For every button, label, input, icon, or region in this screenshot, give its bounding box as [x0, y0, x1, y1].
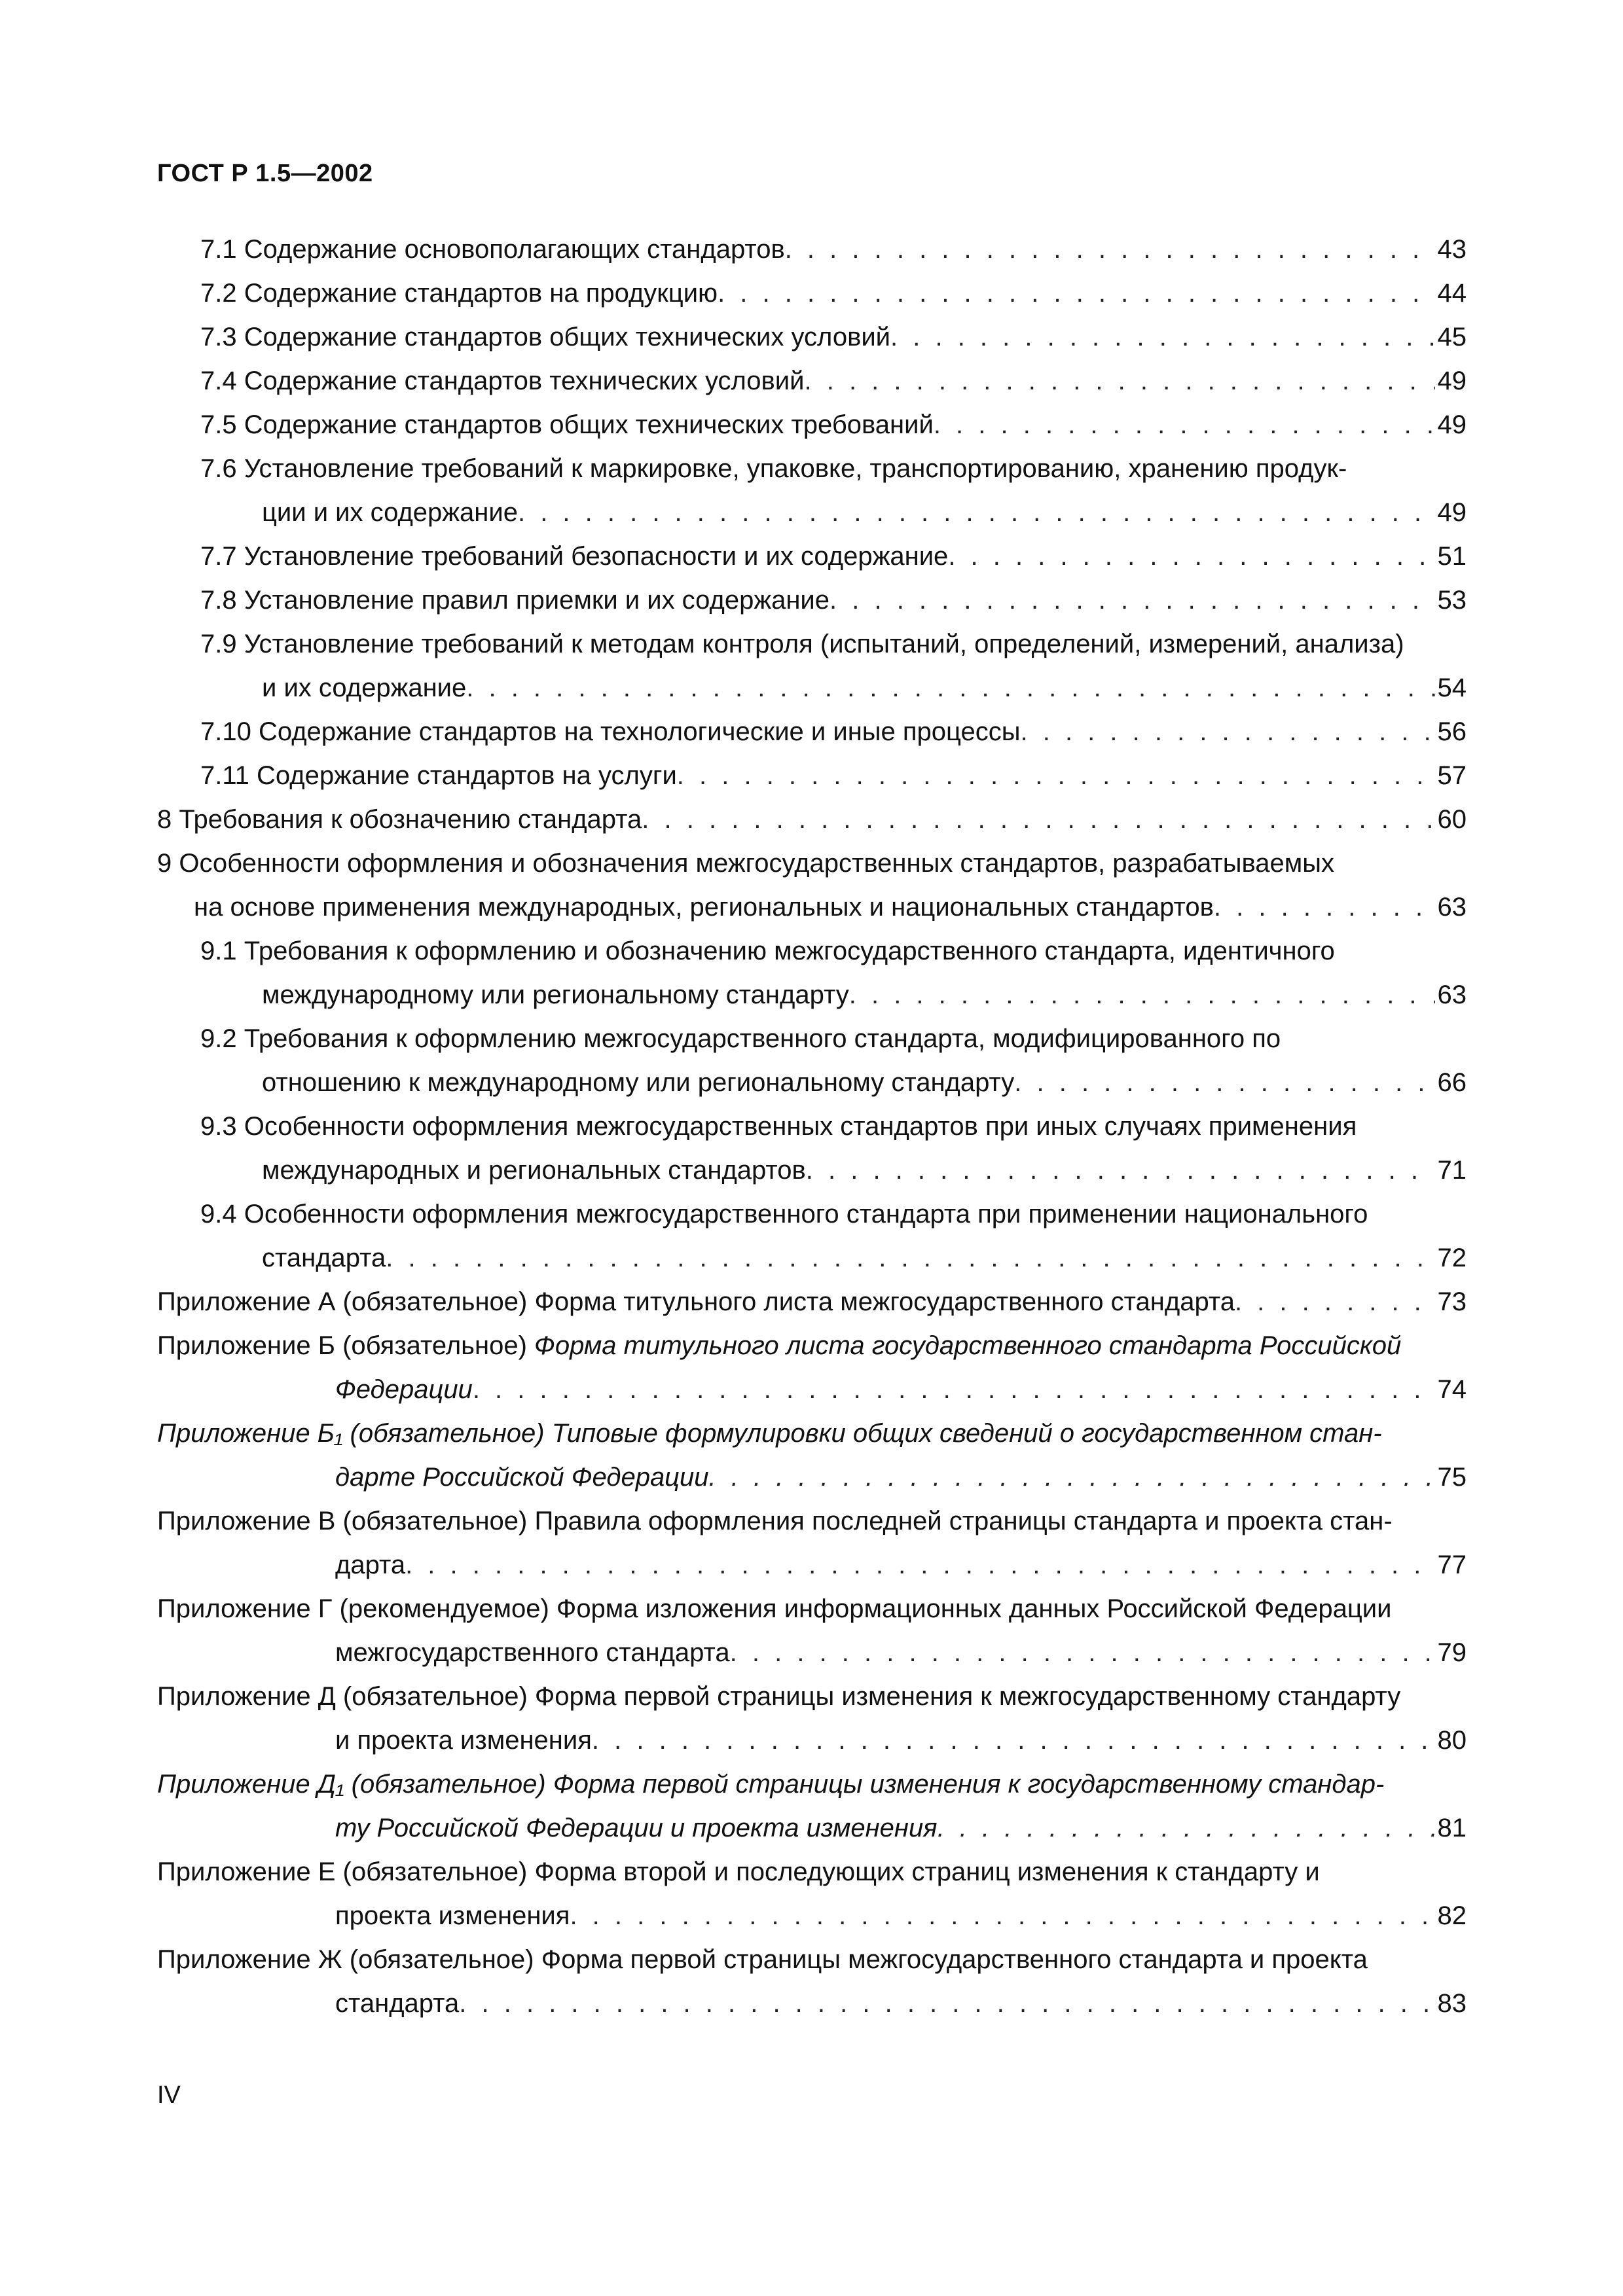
- toc-page-number: 71: [1437, 1156, 1467, 1185]
- toc-entry[interactable]: [157, 1017, 1467, 1105]
- toc-entry-title: и проекта изменения: [335, 1726, 592, 1755]
- toc-entry-lastline: [157, 1631, 1467, 1675]
- toc-leader-dots: [677, 754, 1435, 798]
- toc-entry-title: ции и их содержание: [262, 498, 518, 527]
- toc-leader-dots: [1014, 1061, 1434, 1105]
- toc-entry[interactable]: [157, 710, 1467, 754]
- toc-entry-lastline: [157, 1543, 1467, 1587]
- toc-entry-lastline: [157, 1719, 1467, 1763]
- toc-leader-dots: [473, 1368, 1435, 1412]
- toc-entry[interactable]: [157, 754, 1467, 798]
- toc-entry[interactable]: [157, 842, 1467, 929]
- toc-entry-title: 7.2 Содержание стандартов на продукцию: [200, 279, 718, 308]
- toc-entry-lastline: [157, 1280, 1467, 1324]
- toc-leader-dots: [938, 1806, 1435, 1850]
- toc-entry-line: Приложение Е (обязательное) Форма второй и последующих страниц изменения к стандарту и: [157, 1857, 1320, 1886]
- toc-page-number: 53: [1437, 586, 1467, 615]
- toc-leader-dots: [642, 798, 1434, 842]
- toc-page-number: 79: [1437, 1638, 1467, 1667]
- toc-leader-dots: [718, 272, 1434, 315]
- toc-entry[interactable]: [157, 1938, 1467, 2026]
- toc-page-number: 60: [1437, 805, 1467, 834]
- toc-entry-title: 7.5 Содержание стандартов общих технических требований: [200, 410, 934, 439]
- toc-leader-dots: [466, 666, 1434, 710]
- toc-entry-lastline: [157, 710, 1467, 754]
- toc-page-number: 77: [1437, 1551, 1467, 1579]
- toc-entry[interactable]: [157, 1499, 1467, 1587]
- toc-page-number: 49: [1437, 410, 1467, 439]
- toc-entry-lastline: [157, 973, 1467, 1017]
- toc-entry[interactable]: [157, 929, 1467, 1017]
- toc-page-number: 80: [1437, 1726, 1467, 1755]
- toc-page-number: 63: [1437, 893, 1467, 922]
- toc-leader-dots: [386, 1236, 1434, 1280]
- toc-leader-dots: [1235, 1280, 1435, 1324]
- toc-entry-line: 7.9 Установление требований к методам контроля (испытаний, определений, измерений, анализа): [200, 630, 1404, 658]
- toc-entry-title: 7.3 Содержание стандартов общих технических условий: [200, 323, 891, 351]
- toc-entry-line: 7.6 Установление требований к маркировке, упаковке, транспортированию, хранению продук-: [200, 454, 1347, 483]
- toc-entry[interactable]: [157, 359, 1467, 403]
- toc-entry[interactable]: [157, 1193, 1467, 1280]
- toc-entry[interactable]: [157, 315, 1467, 359]
- toc-entry-title: отношению к международному или региональному стандарту: [262, 1068, 1015, 1097]
- toc-entry-lastline: [157, 666, 1467, 710]
- toc-entry-title: на основе применения международных, региональных и национальных стандартов: [194, 893, 1214, 922]
- toc-entry[interactable]: [157, 1324, 1467, 1412]
- toc-entry[interactable]: [157, 535, 1467, 579]
- toc-entry-title: Федерации: [335, 1375, 473, 1404]
- toc-entry-line: 9.3 Особенности оформления межгосударственных стандартов при иных случаях применения: [200, 1112, 1357, 1141]
- toc-entry-line: Приложение Б₁ (обязательное) Типовые формулировки общих сведений о государственном стан-: [157, 1419, 1382, 1448]
- toc-page-number: 49: [1437, 367, 1467, 395]
- toc-entry-title: 7.8 Установление правил приемки и их содержание: [200, 586, 830, 615]
- toc-entry[interactable]: [157, 798, 1467, 842]
- toc-entry[interactable]: [157, 1105, 1467, 1193]
- toc-entry-line: Приложение В (обязательное) Правила оформления последней страницы стандарта и проекта стан-: [157, 1507, 1393, 1535]
- toc-entry-lastline: [157, 315, 1467, 359]
- toc-page-number: 66: [1437, 1068, 1467, 1097]
- toc-leader-dots: [518, 491, 1435, 535]
- toc-leader-dots: [890, 315, 1434, 359]
- toc-leader-dots: [785, 228, 1435, 272]
- toc-leader-dots: [804, 359, 1434, 403]
- toc-leader-dots: [730, 1631, 1435, 1675]
- toc-entry-lastline: [157, 798, 1467, 842]
- toc-page-number: 75: [1437, 1463, 1467, 1492]
- toc-entry-lastline: [157, 886, 1467, 929]
- toc-leader-dots: [934, 403, 1435, 447]
- toc-page-number: 72: [1437, 1244, 1467, 1272]
- toc-entry-title: Приложение А (обязательное) Форма титульного листа межгосударственного стандарта: [157, 1287, 1235, 1316]
- toc-page-number: 63: [1437, 980, 1467, 1009]
- toc-leader-dots: [592, 1719, 1435, 1763]
- toc-entry-lastline: [157, 272, 1467, 315]
- toc-page-number: 44: [1437, 279, 1467, 308]
- toc-entry[interactable]: [157, 1280, 1467, 1324]
- toc-entry[interactable]: [157, 579, 1467, 622]
- toc-entry-line: Приложение Б (обязательное) Форма титульного листа государственного стандарта Российской: [157, 1331, 1402, 1360]
- toc-entry-title: 7.1 Содержание основополагающих стандартов: [200, 235, 785, 264]
- toc-page-number: 57: [1437, 761, 1467, 790]
- toc-page-number: 49: [1437, 498, 1467, 527]
- toc-entry-line: Приложение Г (рекомендуемое) Форма изложения информационных данных Российской Федерации: [157, 1594, 1392, 1623]
- toc-entry-line: 9.2 Требования к оформлению межгосударственного стандарта, модифицированного по: [200, 1024, 1281, 1053]
- toc-page-number: 45: [1437, 323, 1467, 351]
- toc-entry-title: межгосударственного стандарта: [335, 1638, 730, 1667]
- toc-entry-line: Приложение Ж (обязательное) Форма первой страницы межгосударственного стандарта и проекта: [157, 1945, 1368, 1974]
- toc-entry-lastline: [157, 1456, 1467, 1499]
- toc-entry-lastline: [157, 1894, 1467, 1938]
- toc-entry-title: 7.4 Содержание стандартов технических условий: [200, 367, 805, 395]
- toc-entry[interactable]: [157, 1675, 1467, 1763]
- toc-entry-title: дарте Российской Федерации: [335, 1463, 709, 1492]
- toc-entry-line: 9.4 Особенности оформления межгосударственного стандарта при применении национального: [200, 1200, 1368, 1229]
- toc-entry-title: 7.10 Содержание стандартов на технологические и иные процессы: [200, 717, 1021, 746]
- toc-page-number: 74: [1437, 1375, 1467, 1404]
- toc-entry-title: 7.7 Установление требований безопасности и их содержание: [200, 542, 949, 571]
- toc-page-number: 56: [1437, 717, 1467, 746]
- toc-entry-lastline: [157, 1149, 1467, 1193]
- toc-entry-lastline: [157, 1806, 1467, 1850]
- toc-page-number: 83: [1437, 1989, 1467, 2018]
- toc-page-number: 51: [1437, 542, 1467, 571]
- toc-entry-title: 7.11 Содержание стандартов на услуги: [200, 761, 677, 790]
- toc-entry-title: ту Российской Федерации и проекта изменения: [335, 1814, 938, 1842]
- toc-entry[interactable]: [157, 1763, 1467, 1850]
- toc-entry-lastline: [157, 535, 1467, 579]
- toc-leader-dots: [709, 1456, 1435, 1499]
- toc-entry-lastline: [157, 754, 1467, 798]
- toc-entry[interactable]: [157, 1850, 1467, 1938]
- toc-leader-dots: [806, 1149, 1435, 1193]
- toc-page-number: 73: [1437, 1287, 1467, 1316]
- toc-entry-title: проекта изменения: [335, 1901, 570, 1930]
- toc-entry-line: Приложение Д₁ (обязательное) Форма первой страницы изменения к государственному стандар-: [157, 1770, 1385, 1799]
- toc-entry-line: 9 Особенности оформления и обозначения межгосударственных стандартов, разрабатываемых: [157, 849, 1335, 878]
- document-header: ГОСТ Р 1.5—2002: [157, 160, 373, 187]
- toc-entry-lastline: [157, 403, 1467, 447]
- table-of-contents: [157, 228, 1467, 2026]
- toc-entry[interactable]: [157, 447, 1467, 535]
- toc-entry[interactable]: [157, 403, 1467, 447]
- toc-leader-dots: [570, 1894, 1434, 1938]
- toc-entry-line: 9.1 Требования к оформлению и обозначению межгосударственного стандарта, идентичного: [200, 937, 1335, 965]
- toc-entry-lastline: [157, 491, 1467, 535]
- toc-entry-title: международных и региональных стандартов: [262, 1156, 806, 1185]
- toc-entry[interactable]: [157, 228, 1467, 272]
- toc-entry-title: и их содержание: [262, 673, 467, 702]
- toc-entry-lastline: [157, 1368, 1467, 1412]
- toc-entry-title: стандарта: [335, 1989, 460, 2018]
- toc-leader-dots: [1214, 886, 1435, 929]
- toc-page-number: 81: [1437, 1814, 1467, 1842]
- toc-entry-lastline: [157, 579, 1467, 622]
- toc-entry-title: стандарта: [262, 1244, 386, 1272]
- toc-entry-title: дарта: [335, 1551, 406, 1579]
- toc-entry[interactable]: [157, 1412, 1467, 1499]
- toc-entry[interactable]: [157, 622, 1467, 710]
- toc-entry[interactable]: [157, 272, 1467, 315]
- toc-entry-lastline: [157, 1982, 1467, 2026]
- toc-leader-dots: [948, 535, 1434, 579]
- page-number: IV: [157, 2081, 181, 2109]
- toc-leader-dots: [405, 1543, 1434, 1587]
- toc-entry-lastline: [157, 228, 1467, 272]
- toc-entry-lastline: [157, 1236, 1467, 1280]
- toc-entry-lastline: [157, 359, 1467, 403]
- toc-entry-line: Приложение Д (обязательное) Форма первой страницы изменения к межгосударственному стандарту: [157, 1682, 1401, 1711]
- toc-leader-dots: [830, 579, 1434, 622]
- toc-leader-dots: [849, 973, 1435, 1017]
- toc-entry[interactable]: [157, 1587, 1467, 1675]
- toc-entry-title: 8 Требования к обозначению стандарта: [157, 805, 642, 834]
- toc-page-number: 82: [1437, 1901, 1467, 1930]
- toc-entry-lastline: [157, 1061, 1467, 1105]
- toc-page-number: 54: [1437, 673, 1467, 702]
- toc-page-number: 43: [1437, 235, 1467, 264]
- toc-leader-dots: [1021, 710, 1435, 754]
- toc-entry-title: международному или региональному стандарту: [262, 980, 849, 1009]
- toc-leader-dots: [459, 1982, 1434, 2026]
